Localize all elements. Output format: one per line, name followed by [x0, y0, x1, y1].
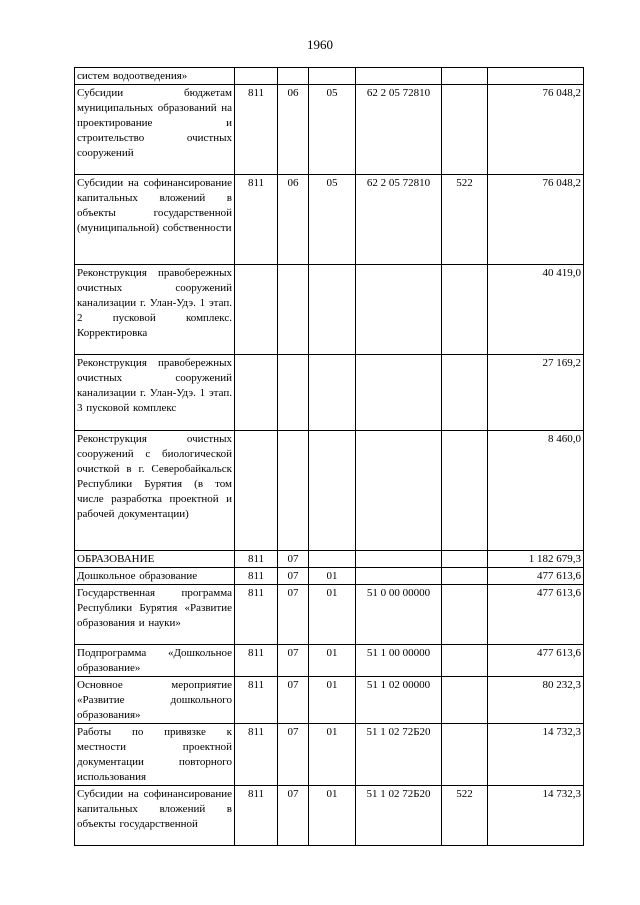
row-csr [356, 431, 442, 551]
row-vr [442, 677, 488, 724]
row-ved: 811 [235, 585, 278, 645]
row-rz: 07 [278, 724, 309, 786]
row-name: Реконструкция очистных сооружений с биологической очисткой в г. Северобайкальск Республики Бурятия (в том числе разработка проектной и рабочей документации) [75, 431, 235, 551]
row-rz: 07 [278, 677, 309, 724]
row-sum: 80 232,3 [488, 677, 584, 724]
row-rz: 06 [278, 175, 309, 265]
row-csr: 51 0 00 00000 [356, 585, 442, 645]
row-pr [309, 265, 356, 355]
budget-table [74, 67, 584, 846]
row-pr: 01 [309, 786, 356, 846]
row-vr [442, 68, 488, 85]
row-name: Основное мероприятие «Развитие дошкольного образования» [75, 677, 235, 724]
row-vr [442, 431, 488, 551]
row-pr [309, 551, 356, 568]
row-name: Субсидии на софинансирование капитальных вложений в объекты государственной (муниципальной) собственности [75, 175, 235, 265]
row-rz: 07 [278, 551, 309, 568]
row-pr: 01 [309, 568, 356, 585]
row-csr: 62 2 05 72810 [356, 85, 442, 175]
row-csr: 51 1 00 00000 [356, 645, 442, 677]
row-rz: 07 [278, 786, 309, 846]
row-sum: 8 460,0 [488, 431, 584, 551]
row-ved [235, 355, 278, 431]
row-vr [442, 355, 488, 431]
row-vr: 522 [442, 786, 488, 846]
table-row [75, 724, 584, 786]
table-row [75, 645, 584, 677]
row-vr [442, 724, 488, 786]
row-vr [442, 585, 488, 645]
row-ved: 811 [235, 677, 278, 724]
row-sum: 76 048,2 [488, 85, 584, 175]
row-csr: 51 1 02 00000 [356, 677, 442, 724]
row-csr [356, 265, 442, 355]
row-vr [442, 551, 488, 568]
row-rz: 06 [278, 85, 309, 175]
row-csr: 51 1 02 72Б20 [356, 724, 442, 786]
row-csr [356, 551, 442, 568]
row-ved: 811 [235, 175, 278, 265]
row-sum: 14 732,3 [488, 724, 584, 786]
row-sum: 27 169,2 [488, 355, 584, 431]
table-row [75, 85, 584, 175]
row-rz [278, 355, 309, 431]
row-rz [278, 68, 309, 85]
table-row [75, 568, 584, 585]
row-name: систем водоотведения» [75, 68, 235, 85]
table-row [75, 265, 584, 355]
row-csr: 51 1 02 72Б20 [356, 786, 442, 846]
row-name: Реконструкция правобережных очистных сооружений канализации г. Улан-Удэ. 1 этап. 3 пусковой комплекс [75, 355, 235, 431]
row-sum: 14 732,3 [488, 786, 584, 846]
table-row [75, 551, 584, 568]
row-ved: 811 [235, 724, 278, 786]
row-pr [309, 68, 356, 85]
table-row [75, 585, 584, 645]
row-csr [356, 568, 442, 585]
row-ved [235, 265, 278, 355]
row-sum: 477 613,6 [488, 585, 584, 645]
row-sum: 1 182 679,3 [488, 551, 584, 568]
row-ved: 811 [235, 551, 278, 568]
row-sum: 40 419,0 [488, 265, 584, 355]
row-vr: 522 [442, 175, 488, 265]
row-vr [442, 265, 488, 355]
row-ved [235, 68, 278, 85]
row-name: Подпрограмма «Дошкольное образование» [75, 645, 235, 677]
row-ved: 811 [235, 85, 278, 175]
row-name: Дошкольное образование [75, 568, 235, 585]
row-name: Реконструкция правобережных очистных сооружений канализации г. Улан-Удэ. 1 этап. 2 пусковой комплекс. Корректировка [75, 265, 235, 355]
row-pr: 05 [309, 85, 356, 175]
row-csr: 62 2 05 72810 [356, 175, 442, 265]
table-row [75, 431, 584, 551]
row-name: ОБРАЗОВАНИЕ [75, 551, 235, 568]
row-pr [309, 431, 356, 551]
row-sum: 76 048,2 [488, 175, 584, 265]
row-vr [442, 85, 488, 175]
row-pr: 01 [309, 724, 356, 786]
row-csr [356, 68, 442, 85]
row-sum: 477 613,6 [488, 568, 584, 585]
row-sum [488, 68, 584, 85]
row-name: Государственная программа Республики Бурятия «Развитие образования и науки» [75, 585, 235, 645]
row-rz [278, 265, 309, 355]
table-row [75, 677, 584, 724]
row-vr [442, 568, 488, 585]
table-row [75, 68, 584, 85]
row-rz [278, 431, 309, 551]
row-pr [309, 355, 356, 431]
row-ved: 811 [235, 568, 278, 585]
table-row [75, 786, 584, 846]
row-name: Субсидии на софинансирование капитальных вложений в объекты государственной [75, 786, 235, 846]
row-sum: 477 613,6 [488, 645, 584, 677]
table-row [75, 355, 584, 431]
page-number: 1960 [307, 37, 333, 52]
row-pr: 01 [309, 585, 356, 645]
row-pr: 05 [309, 175, 356, 265]
row-vr [442, 645, 488, 677]
row-rz: 07 [278, 585, 309, 645]
table-row [75, 175, 584, 265]
row-ved [235, 431, 278, 551]
row-rz: 07 [278, 568, 309, 585]
row-pr: 01 [309, 645, 356, 677]
row-pr: 01 [309, 677, 356, 724]
row-rz: 07 [278, 645, 309, 677]
row-csr [356, 355, 442, 431]
row-ved: 811 [235, 786, 278, 846]
row-name: Субсидии бюджетам муниципальных образований на проектирование и строительство очистных сооружений [75, 85, 235, 175]
row-ved: 811 [235, 645, 278, 677]
row-name: Работы по привязке к местности проектной документации повторного использования [75, 724, 235, 786]
